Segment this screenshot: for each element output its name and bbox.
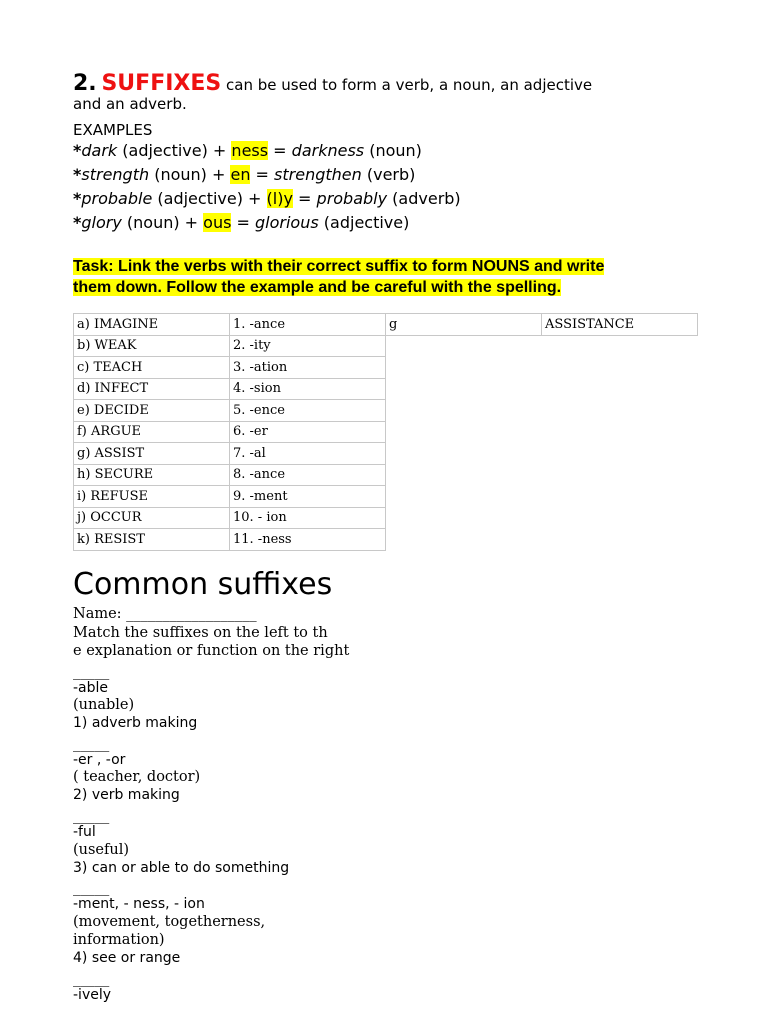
verb-cell: b) WEAK	[74, 335, 230, 357]
function-item: 2) verb making	[73, 787, 180, 803]
heading-text-line1: can be used to form a verb, a noun, an adjective	[221, 76, 593, 94]
suffix-cell: 1. -ance	[230, 314, 386, 336]
answer-blank[interactable]: _____	[73, 808, 110, 824]
suffix-cell: 11. -ness	[230, 529, 386, 551]
verb-cell: a) IMAGINE	[74, 314, 230, 336]
suffix-highlight: ness	[231, 141, 269, 160]
table-row	[74, 464, 698, 486]
example-line: *strength (noun) + en = strengthen (verb)	[73, 165, 416, 184]
table-row	[74, 421, 698, 443]
verb-cell: i) REFUSE	[74, 486, 230, 508]
suffix-cell: 4. -sion	[230, 378, 386, 400]
suffix-example: ( teacher, doctor)	[73, 769, 201, 785]
suffix-highlight: (l)y	[266, 189, 293, 208]
verb-cell: k) RESIST	[74, 529, 230, 551]
answer-letter-cell[interactable]: g	[386, 314, 542, 336]
suffix-item: -ively	[73, 987, 112, 1003]
table-row	[74, 443, 698, 465]
example-line: *glory (noun) + ous = glorious (adjective)	[73, 213, 410, 232]
task-line2: them down. Follow the example and be careful with the spelling.	[73, 279, 562, 296]
suffix-cell: 8. -ance	[230, 464, 386, 486]
verb-cell: f) ARGUE	[74, 421, 230, 443]
function-item: 3) can or able to do something	[73, 860, 290, 876]
name-field[interactable]: Name: __________________	[73, 606, 257, 622]
answer-blank[interactable]: _____	[73, 736, 110, 752]
verb-cell: h) SECURE	[74, 464, 230, 486]
instruction-line: e explanation or function on the right	[73, 643, 350, 659]
suffix-cell: 10. - ion	[230, 507, 386, 529]
suffix-cell: 9. -ment	[230, 486, 386, 508]
table-row	[74, 357, 698, 379]
suffix-cell: 6. -er	[230, 421, 386, 443]
answer-blank[interactable]: _____	[73, 664, 110, 680]
matching-table	[73, 313, 698, 551]
answer-blank[interactable]: _____	[73, 880, 110, 896]
suffix-item: -ment, - ness, - ion	[73, 896, 205, 912]
example-line: *probable (adjective) + (l)y = probably (adverb)	[73, 189, 461, 208]
suffixes-keyword: SUFFIXES	[101, 71, 222, 96]
table-row	[74, 335, 698, 357]
common-suffixes-title: Common suffixes	[73, 567, 333, 602]
suffix-item: -ful	[73, 824, 96, 840]
suffix-highlight: ous	[203, 213, 232, 232]
suffix-cell: 2. -ity	[230, 335, 386, 357]
answer-word-cell[interactable]: ASSISTANCE	[542, 314, 698, 336]
verb-cell: g) ASSIST	[74, 443, 230, 465]
suffix-example: (movement, togetherness,	[73, 914, 266, 930]
task-line1: Task: Link the verbs with their correct suffix to form NOUNS and write	[73, 258, 605, 275]
examples-label: EXAMPLES	[73, 121, 153, 139]
suffix-example: (unable)	[73, 697, 135, 713]
table-row	[74, 314, 698, 336]
table-row	[74, 529, 698, 551]
suffix-cell: 3. -ation	[230, 357, 386, 379]
suffix-example: information)	[73, 932, 165, 948]
instruction-line: Match the suffixes on the left to th	[73, 625, 328, 641]
answer-blank[interactable]: _____	[73, 971, 110, 987]
table-row	[74, 378, 698, 400]
verb-cell: d) INFECT	[74, 378, 230, 400]
table-row	[74, 400, 698, 422]
suffix-item: -able	[73, 680, 109, 696]
function-item: 1) adverb making	[73, 715, 198, 731]
section-number: 2.	[73, 71, 97, 96]
verb-cell: e) DECIDE	[74, 400, 230, 422]
heading-text-line2: and an adverb.	[73, 95, 187, 113]
task-instructions	[73, 256, 683, 298]
suffix-cell: 5. -ence	[230, 400, 386, 422]
table-row	[74, 486, 698, 508]
suffix-item: -er , -or	[73, 752, 126, 768]
example-line: *dark (adjective) + ness = darkness (noun)	[73, 141, 422, 160]
suffix-example: (useful)	[73, 842, 130, 858]
verb-cell: c) TEACH	[74, 357, 230, 379]
suffix-cell: 7. -al	[230, 443, 386, 465]
function-item: 4) see or range	[73, 950, 181, 966]
table-row	[74, 507, 698, 529]
suffix-highlight: en	[230, 165, 251, 184]
verb-cell: j) OCCUR	[74, 507, 230, 529]
section-heading	[73, 71, 703, 114]
